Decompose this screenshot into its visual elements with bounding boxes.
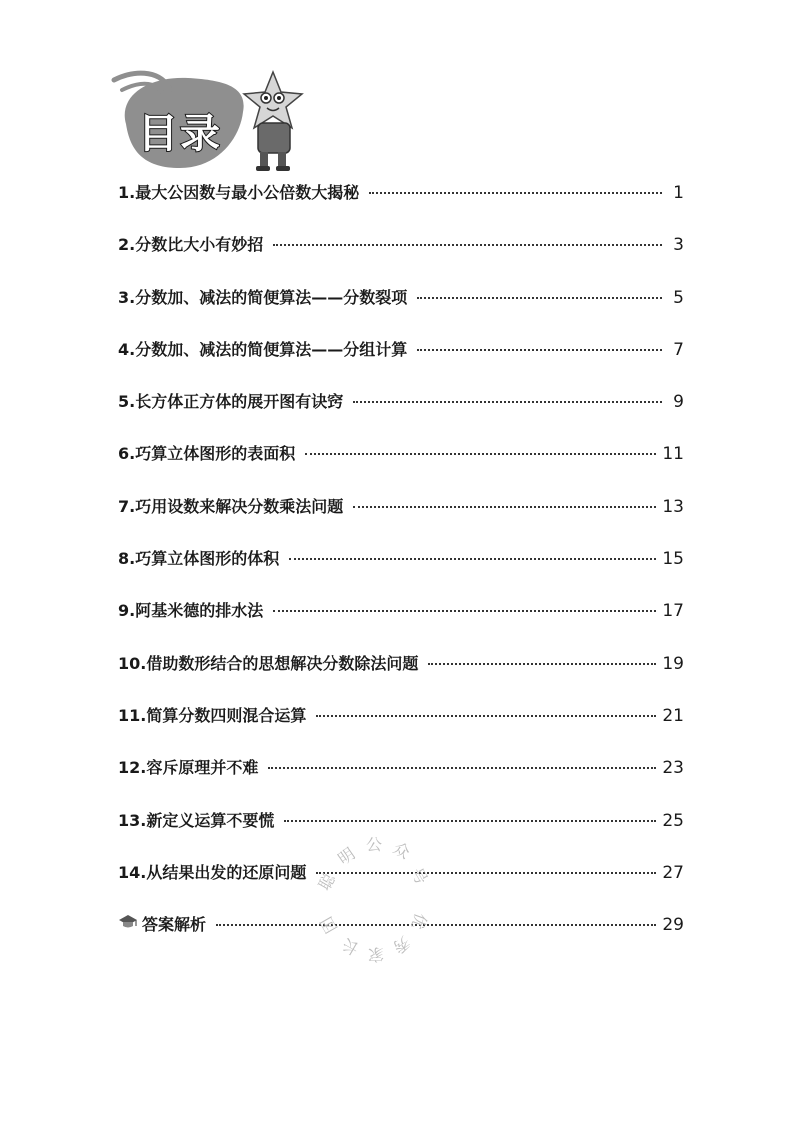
toc-item-page: 13 [662,496,684,517]
toc-item-page: 23 [662,758,684,779]
toc-item-3[interactable] [118,285,684,337]
toc-item-13[interactable] [118,808,684,860]
toc-item-page: 1 [673,183,684,203]
toc-item-title: 9.阿基米德的排水法 [118,601,264,621]
toc-item-page: 5 [673,287,684,308]
toc-item-5[interactable] [118,389,684,441]
toc-item-6[interactable] [118,441,684,493]
watermark-char: 明 [334,843,359,869]
watermark-char: 团 [316,913,342,937]
toc-item-7[interactable] [118,494,684,546]
toc-item-page: 25 [662,810,684,831]
watermark-char: 聪 [314,870,340,894]
toc-item-1[interactable] [118,180,684,232]
dot-leader [273,244,662,246]
toc-item-page: 7 [673,339,684,360]
dot-leader [305,453,656,455]
dot-leader [289,558,656,560]
dot-leader [316,715,656,717]
dot-leader [428,663,656,665]
toc-item-page: 19 [662,653,684,674]
toc-item-title: 6.巧算立体图形的表面积 [118,444,296,464]
toc-item-page: 27 [662,862,684,883]
toc-item-page: 17 [662,601,684,622]
star-mascot-icon [244,72,302,171]
toc-item-title: 8.巧算立体图形的体积 [118,549,280,569]
toc-item-page: 21 [662,705,684,726]
toc-item-page: 11 [662,444,684,465]
dot-leader [316,872,656,874]
dot-leader [417,297,662,299]
toc-item-title: 10.借助数形结合的思想解决分数除法问题 [118,653,419,673]
watermark-char: 长 [338,934,363,959]
dot-leader [353,506,656,508]
toc-list [118,180,684,964]
page-title: 目录 [138,111,222,157]
toc-item-page: 15 [662,549,684,570]
watermark-char: 公 [366,835,383,854]
dot-leader [369,192,662,194]
dot-leader [417,349,662,351]
watermark-char: 优 [407,910,431,932]
toc-item-14[interactable] [118,860,684,912]
dot-leader [353,401,662,403]
toc-item-title: 1.最大公因数与最小公倍数大揭秘 [118,183,360,202]
toc-item-10[interactable] [118,651,684,703]
watermark-char: 众 [389,838,414,863]
watermark-char: 号 [406,864,432,888]
dot-leader [216,924,656,926]
toc-item-page: 9 [673,392,684,413]
toc-item-8[interactable] [118,546,684,598]
toc-item-title: 13.新定义运算不要慌 [118,810,275,830]
toc-item-4[interactable] [118,337,684,389]
toc-item-11[interactable] [118,703,684,755]
toc-item-page: 29 [662,915,684,936]
toc-item-title: 3.分数加、减法的简便算法——分数裂项 [118,287,408,307]
toc-header [108,68,308,178]
toc-item-title: 5.长方体正方体的展开图有诀窍 [118,392,344,412]
dot-leader [273,610,656,612]
toc-item-answers[interactable] [118,912,684,964]
toc-item-2[interactable] [118,232,684,284]
toc-item-title: 14.从结果出发的还原问题 [118,862,307,882]
watermark-char: 秀 [389,932,414,958]
toc-item-title: 7.巧用设数来解决分数乘法问题 [118,496,344,516]
toc-item-title: 12.容斥原理并不难 [118,758,259,778]
toc-item-title: 11.简算分数四则混合运算 [118,705,307,725]
dot-leader [268,767,656,769]
dot-leader [284,820,656,822]
toc-item-title: 4.分数加、减法的简便算法——分组计算 [118,339,408,359]
toc-item-9[interactable] [118,598,684,650]
toc-item-title: 2.分数比大小有妙招 [118,235,264,255]
graduation-cap-icon [118,914,138,934]
toc-item-title: 答案解析 [142,915,207,935]
toc-item-12[interactable] [118,755,684,807]
watermark-char: 家 [368,945,385,964]
toc-item-page: 3 [673,235,684,256]
